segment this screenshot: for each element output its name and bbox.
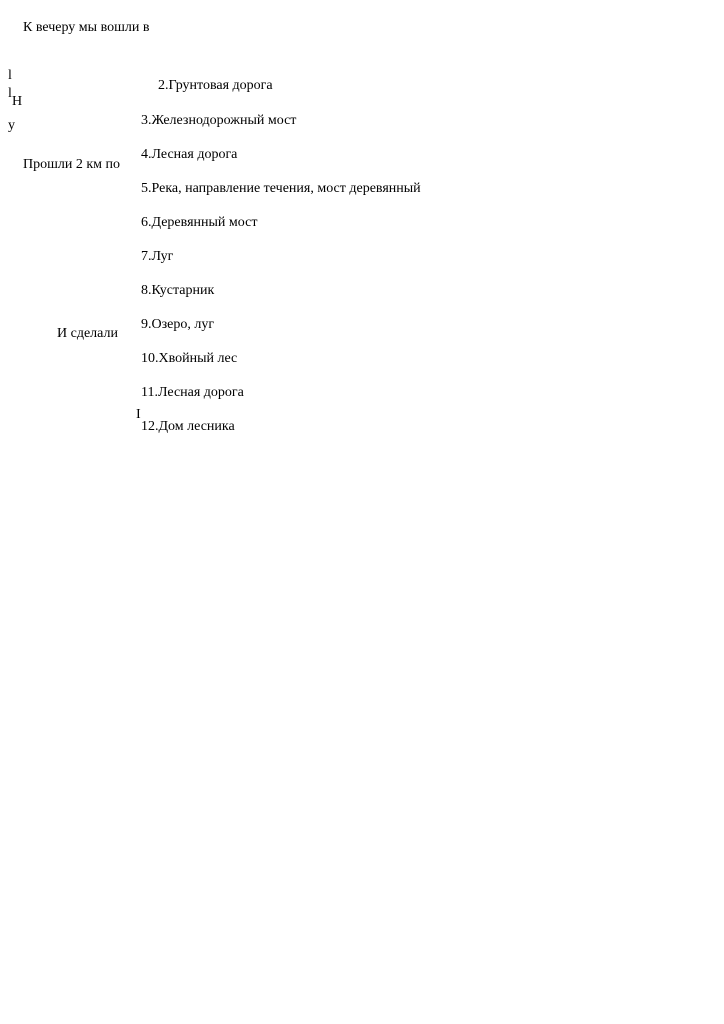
list-item: 5.Река, направление течения, мост деревянный [141,181,421,196]
list-item: 7.Луг [141,249,174,264]
list-item: 11.Лесная дорога [141,385,244,400]
list-item: 12.Дом лесника [141,419,235,434]
clipped-edge-glyph: у [8,118,15,133]
list-item: 10.Хвойный лес [141,351,238,366]
list-item: 4.Лесная дорога [141,147,238,162]
list-item: 9.Озеро, луг [141,317,215,332]
list-item: 3.Железнодорожный мост [141,113,297,128]
stray-character: I [136,407,141,422]
list-item: 6.Деревянный мост [141,215,258,230]
text-made-line: И сделали [57,326,118,341]
clipped-list-item: 2.Грунтовая дорога [158,78,273,93]
map-legend-list [141,113,421,453]
text-edge-letter: Н [12,94,23,109]
text-walked-line: Прошли 2 км по [23,157,121,172]
text-evening-line: К вечеру мы вошли в [23,20,150,35]
list-item: 8.Кустарник [141,283,215,298]
clipped-edge-glyph: l [8,68,12,83]
clipped-edge-glyph: l [8,86,12,101]
